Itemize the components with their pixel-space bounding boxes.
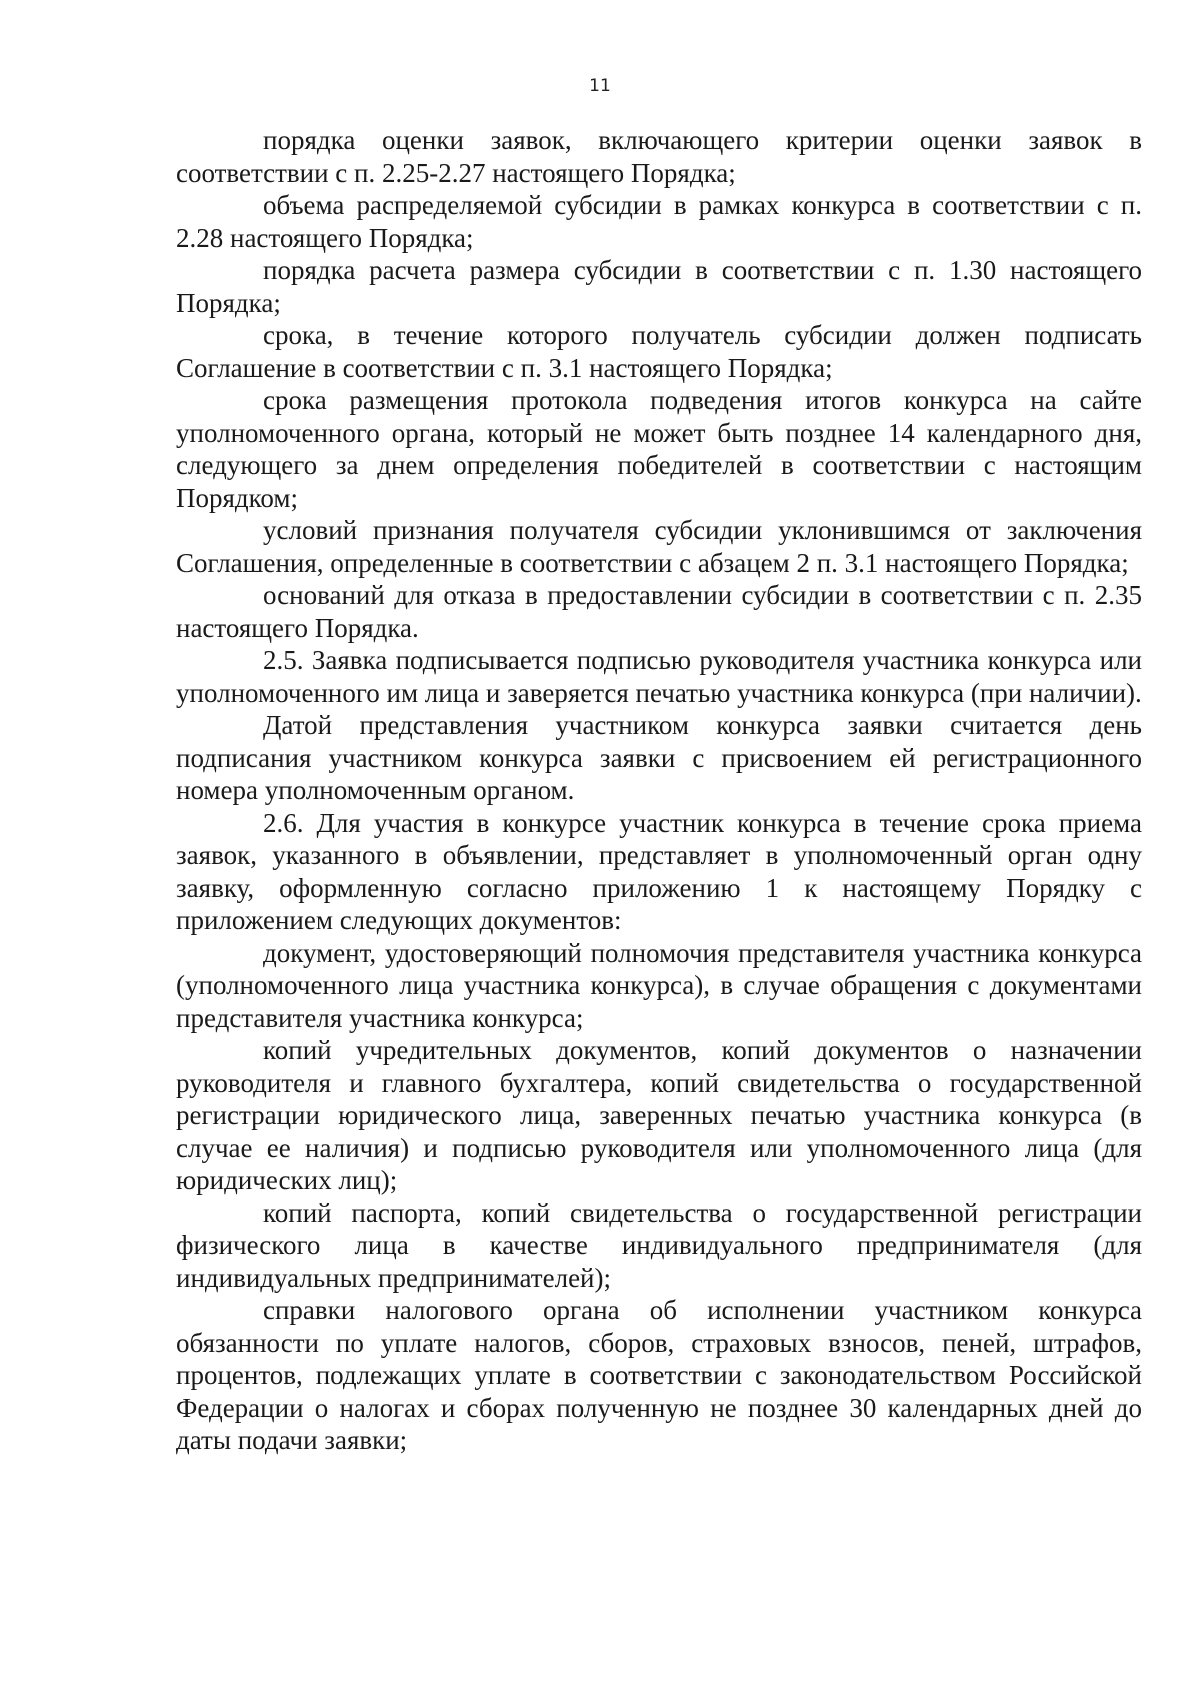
paragraph: срока размещения протокола подведения итогов конкурса на сайте уполномоченного органа, который не может быть позднее 14 календарного дня, следующего за днем определения победителей в соответствии с настоящим Порядком;	[176, 385, 1142, 513]
paragraph: справки налогового органа об исполнении участником конкурса обязанности по уплате налогов, сборов, страховых взносов, пеней, штрафов, процентов, подлежащих уплате в соответствии с законодательством Российской Федерации о налогах и сборах полученную не позднее 30 календарных дней до даты подачи заявки;	[176, 1295, 1142, 1455]
paragraph: копий учредительных документов, копий документов о назначении руководителя и главного бухгалтера, копий свидетельства о государственной регистрации юридического лица, заверенных печатью участника конкурса (в случае ее наличия) и подписью руководителя или уполномоченного лица (для юридических лиц);	[176, 1035, 1142, 1195]
paragraph: копий паспорта, копий свидетельства о государственной регистрации физического лица в качестве индивидуального предпринимателя (для индивидуальных предпринимателей);	[176, 1197, 1142, 1293]
paragraph: 2.6. Для участия в конкурсе участник конкурса в течение срока приема заявок, указанного в объявлении, представляет в уполномоченный орган одну заявку, оформленную согласно приложению 1 к настоящему Порядку с приложением следующих документов:	[176, 807, 1142, 935]
paragraph: документ, удостоверяющий полномочия представителя участника конкурса (уполномоченного лица участника конкурса), в случае обращения с документами представителя участника конкурса;	[176, 937, 1142, 1033]
paragraph: порядка расчета размера субсидии в соответствии с п. 1.30 настоящего Порядка;	[176, 255, 1142, 318]
paragraph: 2.5. Заявка подписывается подписью руководителя участника конкурса или уполномоченного им лица и заверяется печатью участника конкурса (при наличии).	[176, 645, 1142, 708]
paragraph: объема распределяемой субсидии в рамках конкурса в соответствии с п. 2.28 настоящего Порядка;	[176, 190, 1142, 253]
paragraph: Датой представления участником конкурса заявки считается день подписания участником конкурса заявки с присвоением ей регистрационного номера уполномоченным органом.	[176, 710, 1142, 805]
paragraph: оснований для отказа в предоставлении субсидии в соответствии с п. 2.35 настоящего Порядка.	[176, 580, 1142, 643]
paragraph: срока, в течение которого получатель субсидии должен подписать Соглашение в соответствии с п. 3.1 настоящего Порядка;	[176, 320, 1142, 383]
document-body	[176, 124, 1142, 1457]
paragraph: условий признания получателя субсидии уклонившимся от заключения Соглашения, определенные в соответствии с абзацем 2 п. 3.1 настоящего Порядка;	[176, 515, 1142, 578]
page-number: 11	[589, 76, 611, 96]
paragraph: порядка оценки заявок, включающего критерии оценки заявок в соответствии с п. 2.25-2.27 настоящего Порядка;	[176, 125, 1142, 188]
